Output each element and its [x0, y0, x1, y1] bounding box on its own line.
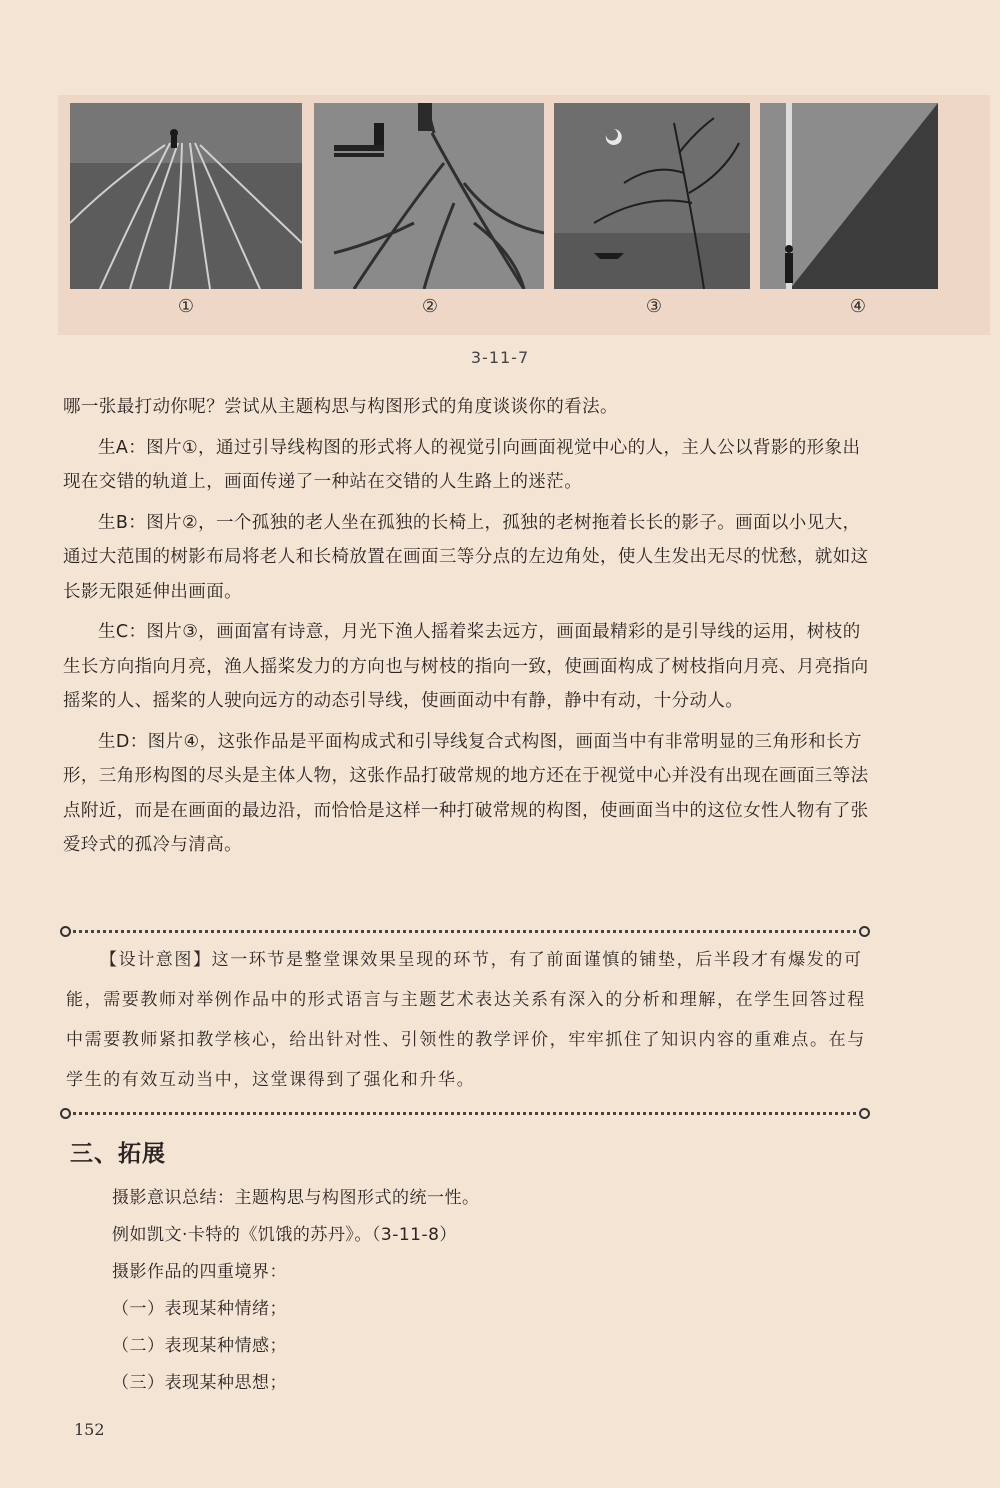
- photo-3-label: ③: [645, 296, 663, 317]
- photo-1-label: ①: [177, 296, 195, 317]
- photo-2-bench-tree-shadow: [314, 103, 544, 289]
- main-text: [63, 390, 871, 869]
- extension-line: （一）表现某种情绪；: [112, 1299, 287, 1319]
- question-paragraph: 哪一张最打动你呢？尝试从主题构思与构图形式的角度谈谈你的看法。: [63, 397, 618, 417]
- dotted-divider-bottom: [66, 1112, 864, 1115]
- design-intent-text: 【设计意图】这一环节是整堂课效果呈现的环节，有了前面谨慎的铺垫，后半段才有爆发的可能，需要教师对举例作品中的形式语言与主题艺术表达关系有深入的分析和理解，在学生回答过程中需要教师紧扣教学核心，给出针对性、引领性的教学评价，牢牢抓住了知识内容的重难点。在与学生的有效互动当中，这堂课得到了强化和升华。: [66, 950, 866, 1090]
- photo-4-triangle-figure: [760, 103, 938, 289]
- figure-caption: 3-11-7: [470, 348, 530, 367]
- student-c-answer: 生C：图片③，画面富有诗意，月光下渔人摇着桨去远方，画面最精彩的是引导线的运用，树枝的生长方向指向月亮，渔人摇桨发力的方向也与树枝的指向一致，使画面构成了树枝指向月亮、月亮指向摇桨的人、摇桨的人驶向远方的动态引导线，使画面动中有静，静中有动，十分动人。: [63, 622, 869, 711]
- student-a-answer: 生A：图片①，通过引导线构图的形式将人的视觉引向画面视觉中心的人，主人公以背影的形象出现在交错的轨道上，画面传递了一种站在交错的人生路上的迷茫。: [63, 437, 861, 492]
- student-d-answer: 生D：图片④，这张作品是平面构成式和引导线复合式构图，画面当中有非常明显的三角形和长方形，三角形构图的尽头是主体人物，这张作品打破常规的地方还在于视觉中心并没有出现在画面三等法点附近，而是在画面的最边沿，而恰恰是这样一种打破常规的构图，使画面当中的这位女性人物有了张爱玲式的孤冷与清高。: [63, 731, 869, 855]
- extension-line: （三）表现某种思想；: [112, 1373, 287, 1393]
- extension-line: 摄影作品的四重境界：: [112, 1262, 287, 1282]
- photo-2-label: ②: [421, 296, 439, 317]
- extension-line: 例如凯文·卡特的《饥饿的苏丹》。（3-11-8）: [112, 1225, 457, 1245]
- photo-4-label: ④: [849, 296, 867, 317]
- page-number: 152: [74, 1420, 105, 1439]
- section-title: 三、拓展: [70, 1141, 166, 1167]
- extension-line: （二）表现某种情感；: [112, 1336, 287, 1356]
- extension-list: [112, 1180, 480, 1402]
- student-b-answer: 生B：图片②，一个孤独的老人坐在孤独的长椅上，孤独的老树拖着长长的影子。画面以小见大，通过大范围的树影布局将老人和长椅放置在画面三等分点的左边角处，使人生发出无尽的忧愁，就如这长影无限延伸出画面。: [63, 512, 869, 602]
- photo-strip: [58, 95, 990, 335]
- photo-1-railway-tracks: [70, 103, 302, 289]
- dotted-divider-top: [66, 930, 864, 933]
- extension-line: 摄影意识总结：主题构思与构图形式的统一性。: [112, 1188, 480, 1208]
- photo-3-moon-tree-boat: [554, 103, 750, 289]
